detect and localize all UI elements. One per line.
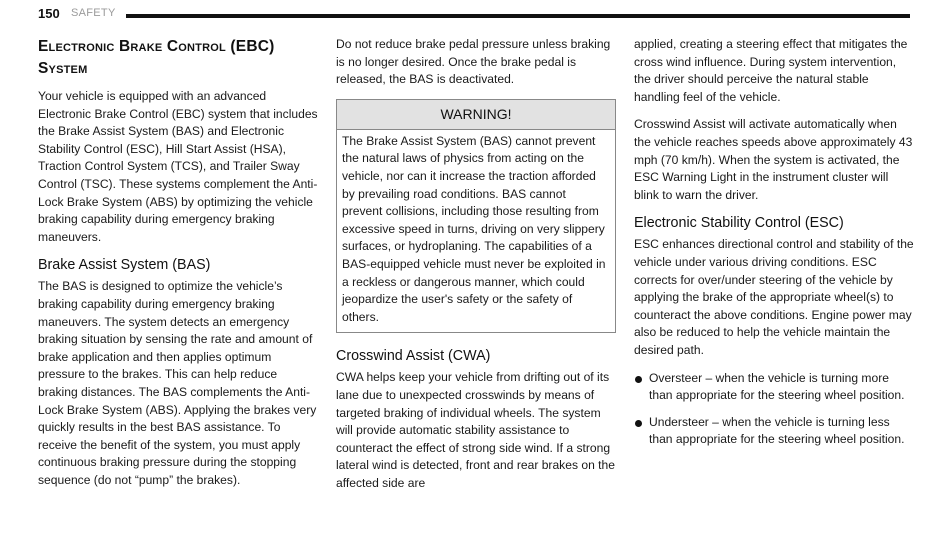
bullet-item-oversteer [634,370,914,405]
bas-heading: Brake Assist System (BAS) [38,257,211,274]
cwa-activation-paragraph: Crosswind Assist will activate automatically when the vehicle reaches speeds above approximately 43 mph (70 km/h). When the system is activated, the ESC Warning Light in the instrument cluster will blink to warn the driver. [634,117,913,202]
bas-paragraph: The BAS is designed to optimize the vehicle’s braking capability during emergency braking maneuvers. The system detects an emergency braking situation by sensing the rate and amount of brake application and then applies optimum pressure to the brakes. This can help reduce braking distances. The BAS complements the Anti-Lock Brake System (ABS). Applying the brakes very quickly results in the best BAS assistance. To receive the benefit of the system, you must apply continuous braking pressure during the stopping sequence (do not “pump” the brakes). [38,279,317,487]
column-left [38,36,318,499]
warning-text: The Brake Assist System (BAS) cannot prevent the natural laws of physics from acting on the vehicle, nor can it increase the traction afforded by prevailing road conditions. BAS cannot prevent collisions, including those resulting from excessive speed in turns, driving on very slippery surfaces, or hydroplaning. The capabilities of a BAS-equipped vehicle must never be exploited in a reckless or dangerous manner, which could jeopardize the user's safety or the safety of others. [342,133,606,324]
bullet-icon [635,376,642,383]
warning-title: WARNING! [337,100,615,130]
bullet-item-understeer [634,414,914,449]
esc-bullet-list [634,370,914,449]
warning-box [336,99,616,334]
section-name: SAFETY [71,7,116,19]
page-header [38,5,910,25]
section-title: Electronic Brake Control (EBC) System [38,38,275,77]
cwa-heading: Crosswind Assist (CWA) [336,348,491,365]
column-middle [336,36,616,502]
page-number: 150 [38,6,60,21]
header-rule [126,14,910,18]
esc-paragraph: ESC enhances directional control and stability of the vehicle under various driving conditions. ESC corrects for over/under steering of the vehicle by applying the brake of the appropriate wheel(s) to counteract the above conditions. Engine power may also be reduced to help the vehicle maintain the desired path. [634,237,914,357]
cwa-continued-paragraph: applied, creating a steering effect that mitigates the cross wind influence. During system intervention, the driver should perceive the natural stable handling feel of the vehicle. [634,37,908,104]
bas-continued-paragraph: Do not reduce brake pedal pressure unless braking is no longer desired. Once the brake pedal is released, the BAS is deactivated. [336,37,611,87]
esc-heading: Electronic Stability Control (ESC) [634,215,844,232]
column-right [634,36,914,458]
bullet-icon [635,420,642,427]
bullet-text: Understeer – when the vehicle is turning less than appropriate for the steering wheel position. [649,414,905,447]
cwa-paragraph: CWA helps keep your vehicle from drifting out of its lane due to unexpected crosswinds by means of targeted braking of individual wheels. The system will provide automatic stability assistance to counteract the effect of strong side wind. If a strong lateral wind is detected, front and rear brakes on the affected side are [336,370,615,490]
ebc-intro-paragraph: Your vehicle is equipped with an advanced Electronic Brake Control (EBC) system that includes the Brake Assist System (BAS) and Electronic Stability Control (ESC), Hill Start Assist (HSA), Traction Control System (TCS), and Trailer Sway Control (TSC). These systems complement the Anti-Lock Brake System (ABS) by optimizing the vehicle braking capability during emergency braking maneuvers. [38,89,318,244]
bullet-text: Oversteer – when the vehicle is turning more than appropriate for the steering wheel position. [649,370,905,403]
